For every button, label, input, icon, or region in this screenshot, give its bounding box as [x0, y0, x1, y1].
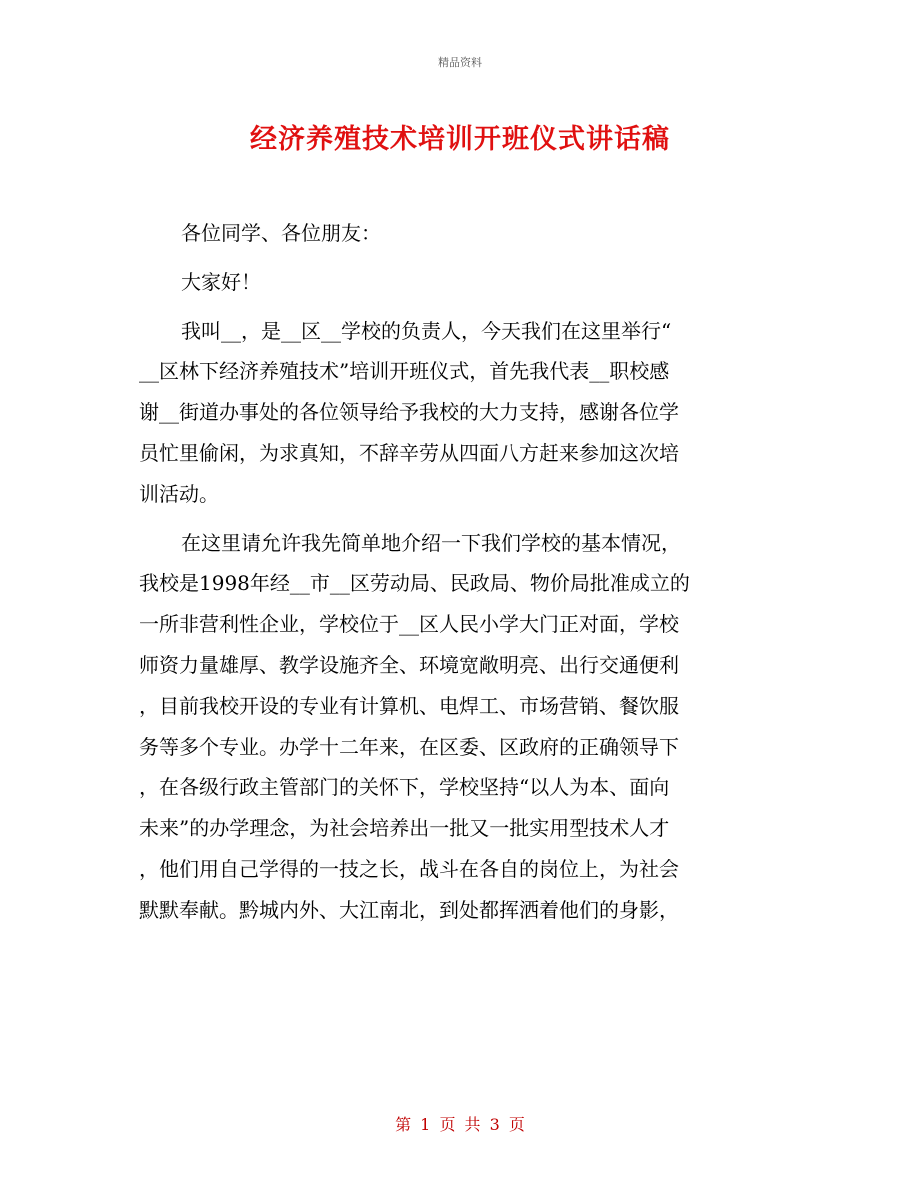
paragraph-line: 师资力量雄厚、教学设施齐全、环境宽敞明亮、出行交通便利	[139, 652, 679, 677]
paragraph-line: ，在各级行政主管部门的关怀下，学校坚持“以人为本、面向	[139, 775, 670, 800]
paragraph-line: 务等多个专业。办学十二年来，在区委、区政府的正确领导下	[139, 734, 679, 759]
document-body	[139, 213, 784, 931]
greeting: 大家好！	[181, 269, 261, 294]
salutation: 各位同学、各位朋友：	[181, 221, 381, 245]
paragraph-line: ，他们用自己学得的一技之长，战斗在各自的岗位上，为社会	[139, 856, 679, 881]
paragraph-1	[139, 311, 784, 515]
paragraph-line: 我校是1998年经__市__区劳动局、民政局、物价局批准成立的	[139, 571, 690, 596]
paragraph-2	[139, 523, 784, 931]
paragraph-line: ，目前我校开设的专业有计算机、电焊工、市场营销、餐饮服	[139, 693, 679, 718]
paragraph-line: __区林下经济养殖技术”培训开班仪式，首先我代表__职校感	[139, 359, 670, 384]
page-header-label: 精品资料	[438, 56, 482, 69]
paragraph-line: 未来”的办学理念，为社会培养出一批又一批实用型技术人才	[139, 816, 670, 841]
document-title: 经济养殖技术培训开班仪式讲话稿	[250, 124, 670, 155]
page-number-footer: 第 1 页 共 3 页	[395, 1115, 525, 1134]
paragraph-line: 在这里请允许我先简单地介绍一下我们学校的基本情况，	[181, 530, 681, 555]
paragraph-line: 员忙里偷闲，为求真知，不辞辛劳从四面八方赶来参加这次培	[139, 440, 679, 465]
paragraph-line: 谢__街道办事处的各位领导给予我校的大力支持，感谢各位学	[139, 400, 679, 425]
paragraph-line: 一所非营利性企业，学校位于__区人民小学大门正对面，学校	[139, 612, 679, 637]
paragraph-line: 默默奉献。黔城内外、大江南北，到处都挥洒着他们的身影，	[139, 897, 679, 922]
paragraph-line: 训活动。	[139, 481, 219, 506]
paragraph-line: 我叫__，是__区__学校的负责人，今天我们在这里举行“	[181, 318, 672, 343]
